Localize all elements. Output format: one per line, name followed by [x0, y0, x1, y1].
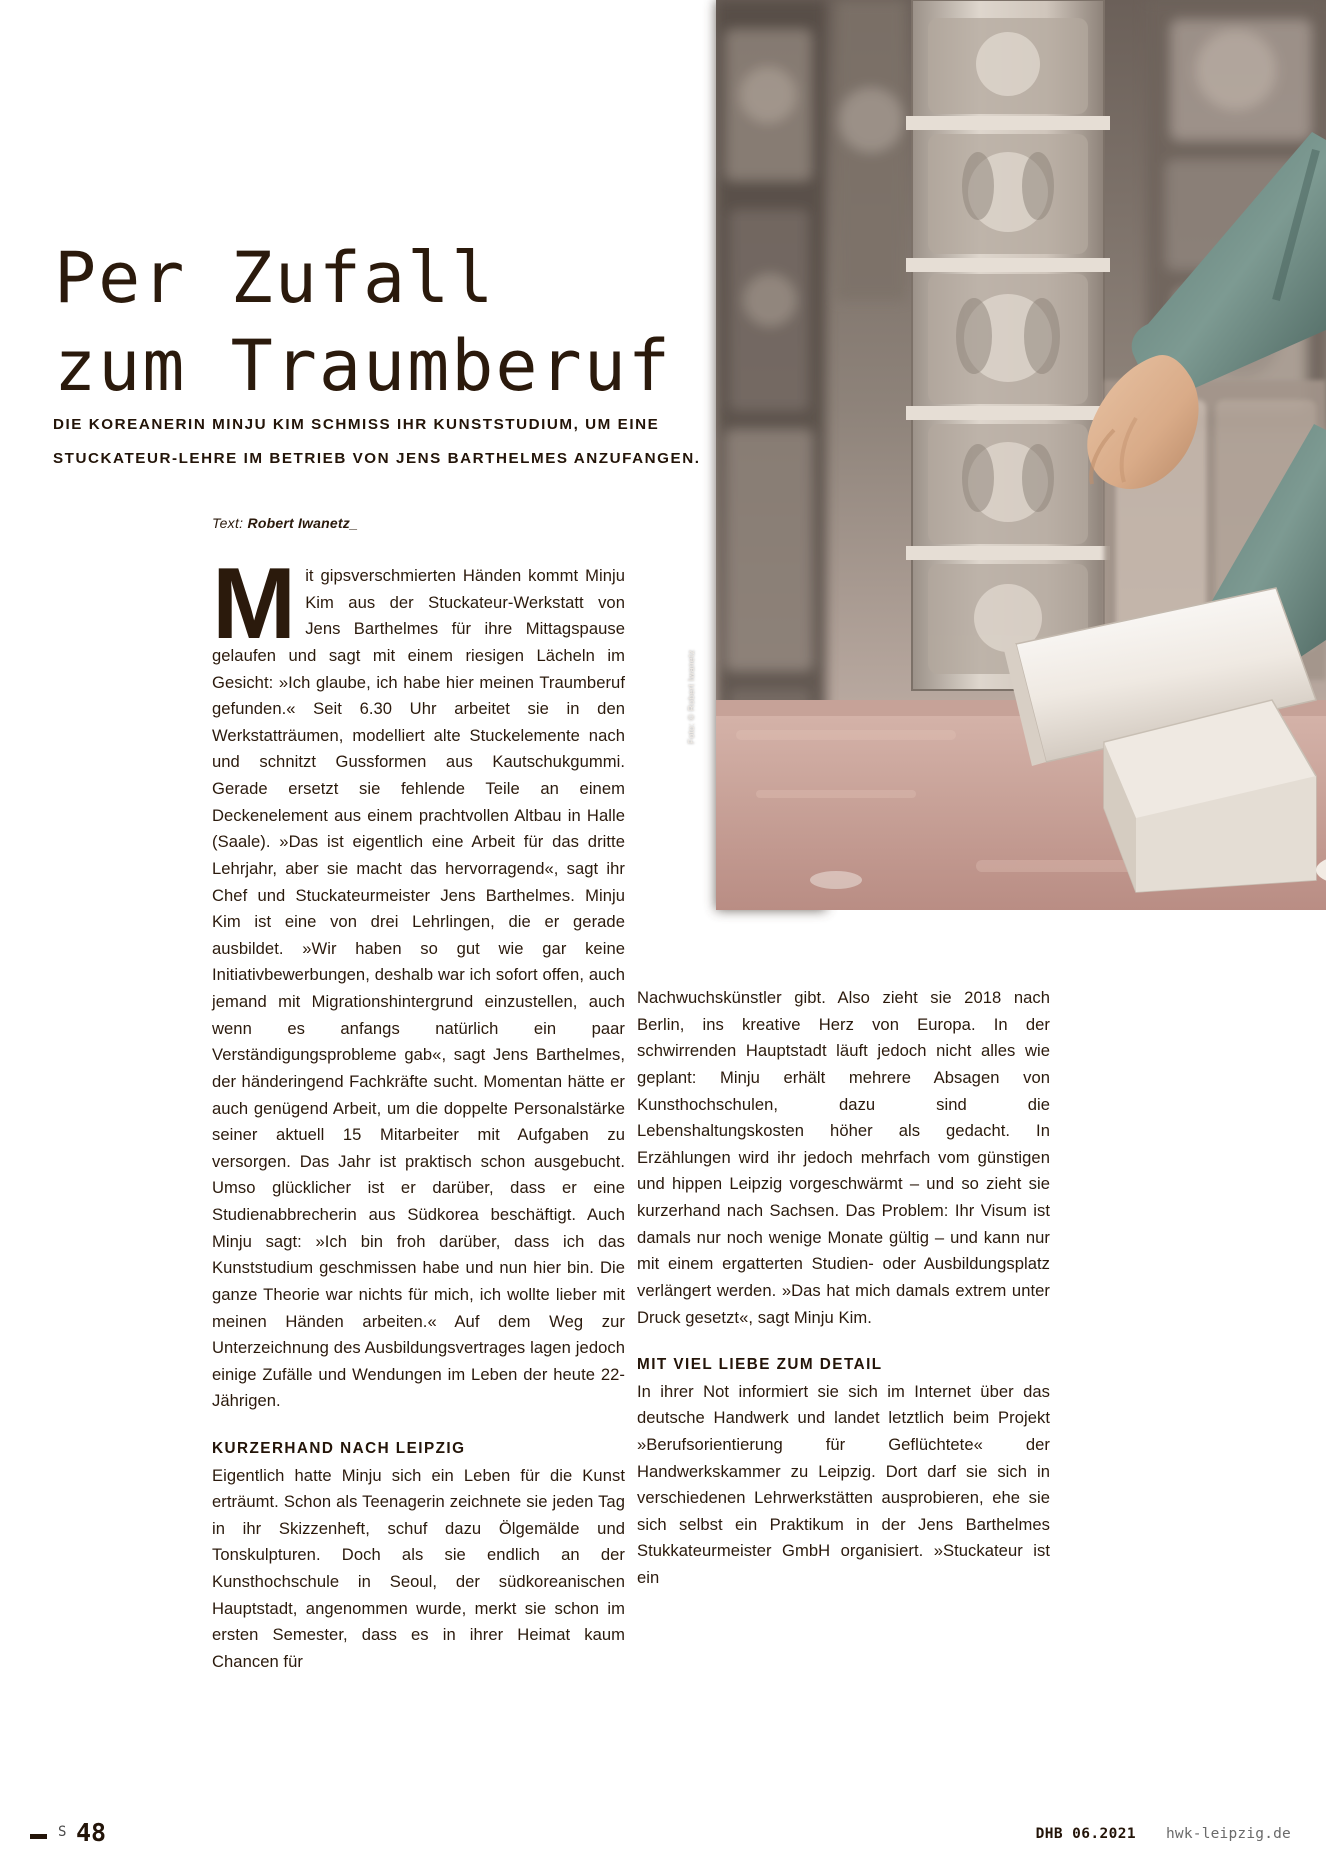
section-heading-kurzerhand: KURZERHAND NACH LEIPZIG	[212, 1440, 466, 1457]
right-continuation-paragraph: Nachwuchskünstler gibt. Also zieht sie 2018 nach Berlin, ins kreative Herz von Europa. In der schwirrenden Hauptstadt läuft jedoch nicht alles wie geplant: Minju erhält mehrere Absagen von Kunsthochschulen, dazu sind die Lebenshaltungskosten höher als gedacht. In Erzählungen wird ihr jedoch mehrfach vom günstigen und hippen Leipzig vorgeschwärmt – und so zieht sie kurzerhand nach Sachsen. Das Problem: Ihr Visum ist damals nur noch wenige Monate gültig – und kann nur mit einem ergatterten Studien- oder Ausbildungsplatz verlängert werden. »Das hat mich damals extrem unter Druck gesetzt«, sagt Minju Kim.	[637, 988, 1050, 1327]
byline-author: Robert Iwanetz_	[247, 515, 358, 531]
footer-dash-marker	[30, 1834, 47, 1839]
footer-issue: DHB 06.2021	[1035, 1826, 1136, 1842]
drop-cap: M	[212, 548, 297, 660]
byline-label: Text:	[212, 515, 244, 531]
lead-paragraph	[212, 548, 625, 1415]
headline-line-1: Per Zufall	[54, 236, 496, 319]
hero-photo	[686, 0, 1326, 910]
photo-credit: Foto: © Robert Iwanetz	[686, 649, 696, 744]
section-heading-detail: MIT VIEL LIEBE ZUM DETAIL	[637, 1356, 883, 1374]
subtitle: DIE KOREANERIN MINJU KIM SCHMISS IHR KUNSTSTUDIUM, UM EINE STUCKATEUR-LEHRE IM BETRIEB VON JENS BARTHELMES ANZUFANGEN.	[53, 416, 701, 467]
article-column-right	[637, 985, 1050, 1592]
page-title	[54, 236, 673, 407]
lead-text: it gipsverschmierten Händen kommt Minju Kim aus der Stuckateur-Werkstatt von Jens Barthelmes für ihre Mittagspause gelaufen und sagt mit einem riesigen Lächeln im Gesicht: »Ich glaube, ich habe hier meinen Traumberuf gefunden.« Seit 6.30 Uhr arbeitet sie in den Werkstatträumen, modelliert alte Stuckelemente nach und schnitzt Gussformen aus Kautschukgummi. Gerade ersetzt sie fehlende Teile an einem Deckenelement aus einem prachtvollen Altbau in Halle (Saale). »Das ist eigentlich eine Arbeit für das dritte Lehrjahr, aber sie macht das hervorragend«, sagt ihr Chef und Stuckateurmeister Jens Barthelmes. Minju Kim ist eine von drei Lehrlingen, die er gerade ausbildet. »Wir haben so gut wie gar keine Initiativbewerbungen, deshalb war ich sofort offen, auch jemand mit Migrationshintergrund einzustellen, auch wenn es anfangs natürlich ein paar Verständigungsprobleme gab«, sagt Jens Barthelmes, der händeringend Fachkräfte sucht. Momentan hätte er auch genügend Arbeit, um die doppelte Personalstärke seiner aktuell 15 Mitarbeiter mit Aufgaben zu versorgen. Das Jahr ist praktisch schon ausgebucht. Umso glücklicher ist er darüber, dass er eine Studienabbrecherin aus Südkorea beschäftigt. Auch Minju sagt: »Ich bin froh darüber, dass ich das Kunststudium geschmissen habe und nun hier bin. Die ganze Theorie war nichts für mich, ich wollte lieber mit meinen Händen arbeiten.« Auf dem Weg zur Unterzeichnung des Ausbildungsvertrages lagen jedoch einige Zufälle und Wendungen im Leben der heute 22-Jährigen.	[212, 566, 625, 1411]
article-column-left	[212, 548, 625, 1676]
headline-line-2: zum Traumberuf	[54, 324, 673, 407]
footer-page-prefix: S	[58, 1824, 68, 1840]
photo-artwork	[716, 0, 1326, 910]
section-body-kurzerhand: Eigentlich hatte Minju sich ein Leben für die Kunst erträumt. Schon als Teenagerin zeichnete sie jeden Tag in ihr Skizzenheft, schuf dazu Ölgemälde und Tonskulpturen. Doch als sie endlich an der Kunsthochschule in Seoul, der südkoreanischen Hauptstadt, angenommen wurde, merkt sie schon im ersten Semester, dass es in ihrer Heimat kaum Chancen für	[212, 1465, 625, 1671]
footer-url: hwk-leipzig.de	[1165, 1826, 1291, 1842]
footer-page-number: 48	[76, 1818, 107, 1847]
byline	[212, 515, 358, 531]
section-body-detail: In ihrer Not informiert sie sich im Internet über das deutsche Handwerk und landet letztlich beim Projekt »Berufsorientierung für Geflüchtete« der Handwerkskammer zu Leipzig. Dort darf sie sich in verschiedenen Lehrwerkstätten ausprobieren, ehe sie sich selbst ein Praktikum in der Jens Barthelmes Stukkateurmeister GmbH organisiert. »Stuckateur ist ein	[637, 1381, 1050, 1588]
